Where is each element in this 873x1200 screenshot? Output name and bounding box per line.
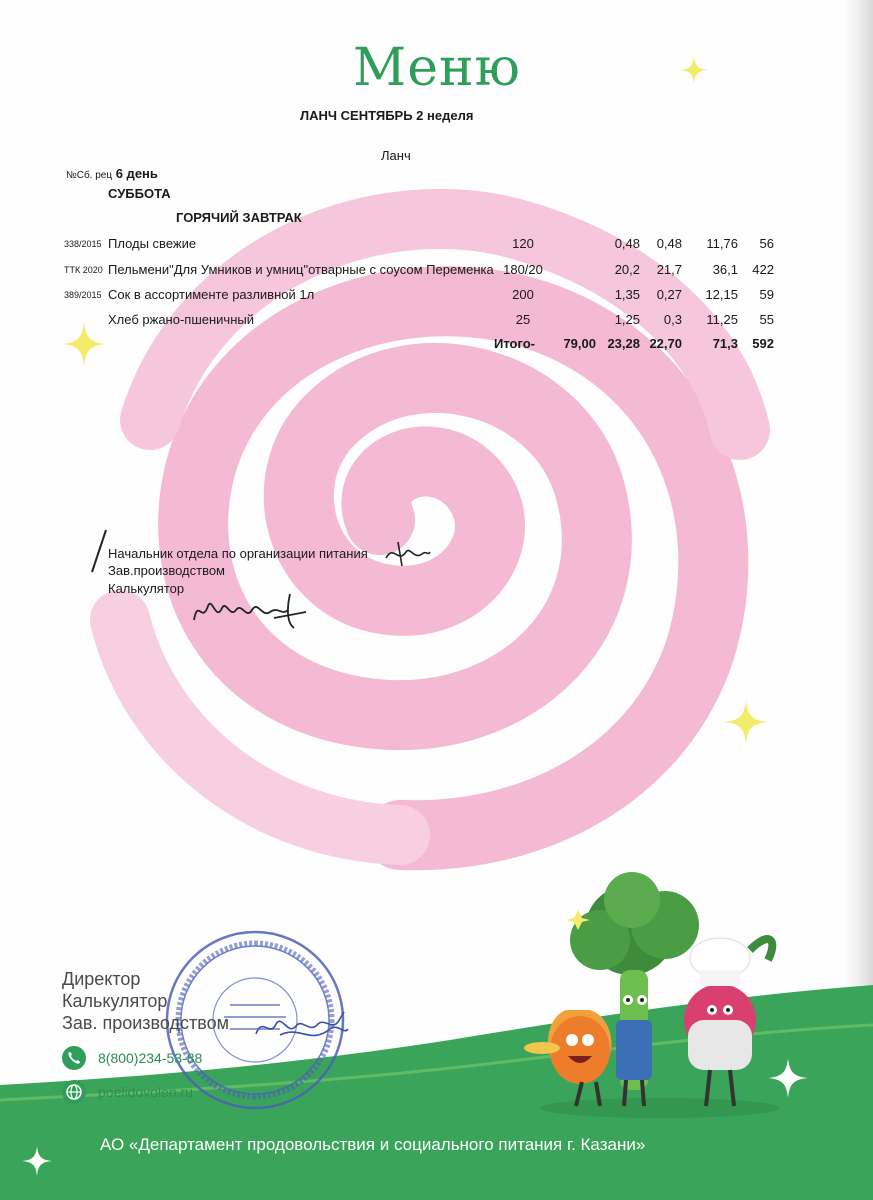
recipe-code: 338/2015 (64, 239, 102, 249)
dish-name: Сок в ассортименте разливной 1л (108, 287, 315, 302)
footer-role-production: Зав. производством (62, 1013, 229, 1033)
footer-roles (62, 968, 229, 1034)
dish-fat: 0,27 (656, 287, 682, 302)
dish-name: Пельмени"Для Умников и умниц"отварные с соусом Переменка (108, 262, 494, 277)
handwritten-signature (252, 1008, 348, 1042)
signature-production: Зав.производством (108, 563, 225, 578)
dish-name: Хлеб ржано-пшеничный (108, 312, 254, 327)
recipe-number-label: №Сб. рец (66, 170, 113, 181)
signature-calculator: Калькулятор (108, 581, 185, 596)
dish-weight: 200 (512, 287, 534, 302)
menu-subtitle: ЛАНЧ СЕНТЯБРЬ 2 неделя (300, 108, 474, 123)
dish-kcal: 56 (759, 236, 774, 251)
dish-protein: 0,48 (614, 236, 640, 251)
dish-protein: 1,35 (614, 287, 640, 302)
dish-kcal: 55 (759, 312, 774, 327)
section-label: Ланч (381, 148, 411, 163)
meal-type-label: ГОРЯЧИЙ ЗАВТРАК (176, 210, 302, 225)
dish-weight: 25 (515, 312, 531, 327)
signature-head: Начальник отдела по организации питания (108, 546, 368, 561)
weekday-label: СУББОТА (108, 186, 171, 201)
recipe-code: 389/2015 (64, 290, 102, 300)
sparkle-icon (22, 1146, 52, 1176)
total-protein: 23,28 (607, 336, 640, 351)
footer-role-director: Директор (62, 969, 141, 989)
menu-title: Меню (353, 38, 521, 98)
dish-carbs: 11,76 (706, 236, 738, 251)
dish-kcal: 59 (759, 287, 774, 302)
total-price: 79,00 (563, 336, 596, 351)
dish-name: Плоды свежие (108, 236, 197, 251)
dish-kcal: 422 (752, 262, 774, 277)
total-carbs: 71,3 (712, 336, 738, 351)
total-label: Итого- (494, 336, 535, 351)
dish-fat: 0,3 (663, 312, 682, 327)
globe-icon (62, 1080, 86, 1104)
dish-carbs: 36,1 (712, 262, 738, 277)
recipe-code: ТТК 2020 (64, 265, 103, 275)
website-url: poelidovolen.ru (98, 1084, 193, 1100)
dish-weight: 120 (512, 236, 534, 251)
total-kcal: 592 (752, 336, 774, 351)
dish-protein: 20,2 (614, 262, 640, 277)
vegetable-mascots-illustration (520, 870, 790, 1120)
footer-role-calculator: Калькулятор (62, 991, 168, 1011)
total-fat: 22,70 (649, 336, 682, 351)
dish-protein: 1,25 (614, 312, 640, 327)
dish-fat: 21,7 (656, 262, 682, 277)
phone-icon (62, 1046, 86, 1070)
dish-weight: 180/20 (503, 262, 543, 277)
dish-fat: 0,48 (656, 236, 682, 251)
day-label: 6 день (115, 166, 158, 181)
organization-name: АО «Департамент продовольствия и социального питания г. Казани» (100, 1135, 646, 1154)
dish-carbs: 11,25 (706, 312, 738, 327)
dish-carbs: 12,15 (705, 287, 738, 302)
phone-number: 8(800)234-53-88 (98, 1050, 203, 1066)
